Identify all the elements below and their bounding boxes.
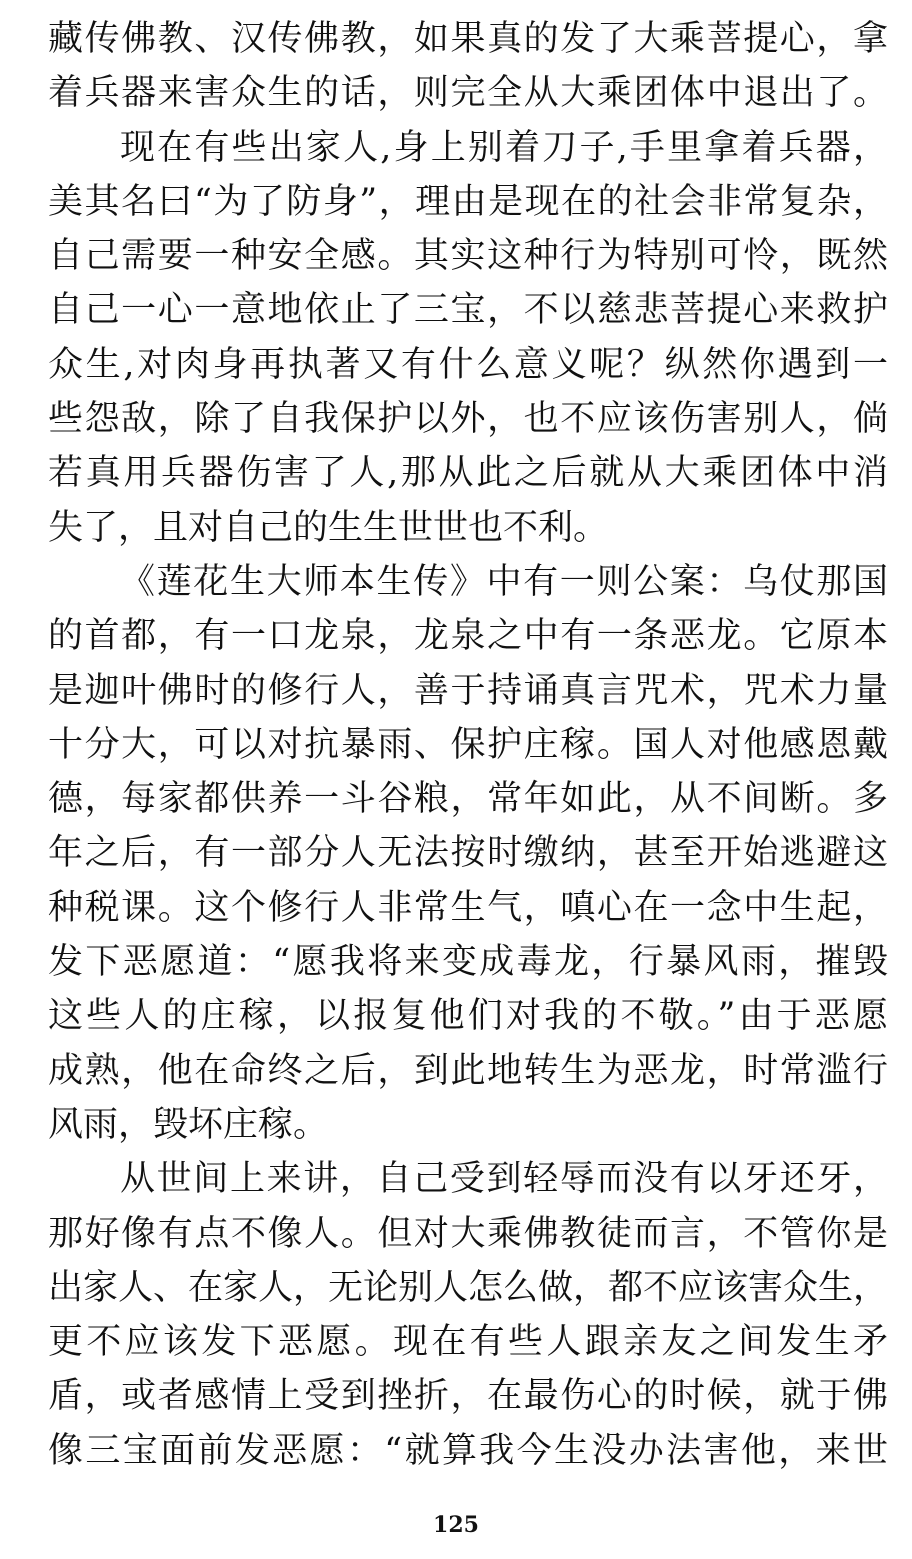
text-line: 成熟，他在命终之后，到此地转生为恶龙，时常滥行 [48, 1050, 888, 1091]
text-line: 盾，或者感情上受到挫折，在最伤心的时候，就于佛 [48, 1376, 888, 1417]
text-line: 从世间上来讲，自己受到轻辱而没有以牙还牙， [120, 1159, 888, 1200]
text-line: 出家人、在家人，无论别人怎么做，都不应该害众生， [48, 1267, 889, 1308]
text-line: 十分大，可以对抗暴雨、保护庄稼。国人对他感恩戴 [48, 724, 888, 765]
text-line: 美其名曰“为了防身”，理由是现在的社会非常复杂， [48, 181, 888, 222]
text-line: 更不应该发下恶愿。现在有些人跟亲友之间发生矛 [48, 1322, 888, 1363]
text-line: 些怨敌，除了自我保护以外，也不应该伤害别人，倘 [48, 399, 888, 440]
text-line: 失了，且对自己的生生世世也不利。 [48, 507, 609, 548]
paragraph [48, 121, 888, 555]
text-line: 若真用兵器伤害了人,那从此之后就从大乘团体中消 [48, 453, 888, 494]
text-line: 年之后，有一部分人无法按时缴纳，甚至开始逃避这 [48, 833, 888, 874]
text-line: 像三宝面前发恶愿：“就算我今生没办法害他，来世 [48, 1430, 888, 1471]
text-line: 着兵器来害众生的话，则完全从大乘团体中退出了。 [48, 73, 888, 114]
text-line: 种税课。这个修行人非常生气，嗔心在一念中生起， [48, 887, 888, 928]
text-line: 自己一心一意地依止了三宝，不以慈悲菩提心来救护 [48, 290, 888, 331]
page-number: 125 [433, 1512, 479, 1538]
paragraph [48, 12, 888, 121]
text-line: 风雨，毁坏庄稼。 [48, 1104, 329, 1145]
paragraph [48, 1152, 888, 1478]
text-line: 是迦叶佛时的修行人，善于持诵真言咒术，咒术力量 [48, 670, 888, 711]
text-line: 藏传佛教、汉传佛教，如果真的发了大乘菩提心，拿 [48, 19, 888, 59]
text-line: 这些人的庄稼，以报复他们对我的不敬。”由于恶愿 [48, 996, 888, 1037]
paragraph [48, 555, 888, 1152]
text-line: 《莲花生大师本生传》中有一则公案：乌仗那国 [120, 561, 888, 602]
text-line: 现在有些出家人,身上别着刀子,手里拿着兵器， [120, 127, 888, 168]
text-line: 德，每家都供养一斗谷粮，常年如此，从不间断。多 [48, 779, 888, 820]
text-line: 的首都，有一口龙泉，龙泉之中有一条恶龙。它原本 [48, 616, 888, 657]
text-line: 发下恶愿道：“愿我将来变成毒龙，行暴风雨，摧毁 [48, 942, 888, 983]
text-line: 自己需要一种安全感。其实这种行为特别可怜，既然 [48, 236, 888, 277]
text-line: 众生,对肉身再执著又有什么意义呢？纵然你遇到一 [48, 344, 888, 385]
text-line: 那好像有点不像人。但对大乘佛教徒而言，不管你是 [48, 1213, 888, 1254]
page-text [48, 0, 888, 1478]
